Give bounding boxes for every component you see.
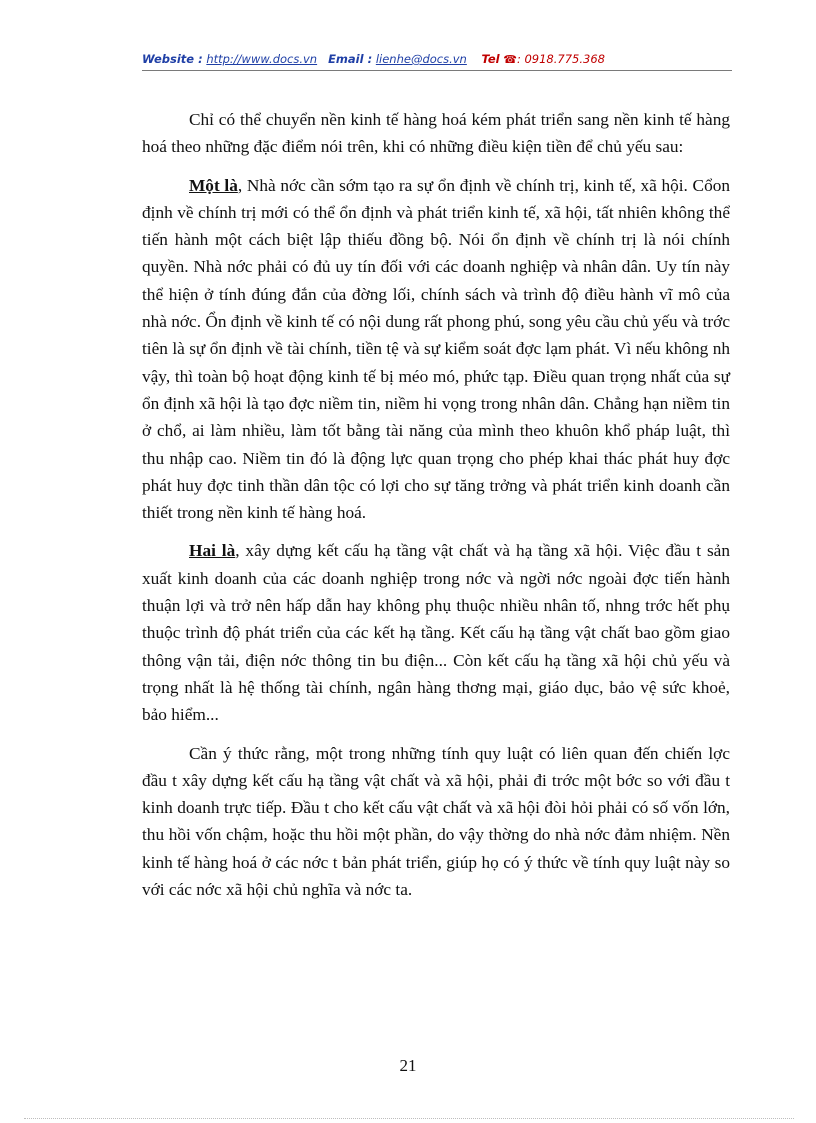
- tel-number: : 0918.775.368: [516, 52, 605, 66]
- paragraph-text: , Nhà nớc cần sớm tạo ra sự ổn định về chính trị, kinh tế, xã hội. Cổon định về chính trị mới có thể ổn định và phát triển kinh tế, xã hội, tất nhiên không thể tiến hành một cách biệt lập thiếu đồng bộ. Nói ổn định về chính trị là nói chính quyền. Nhà nớc phải có đủ uy tín đối với các doanh nghiệp và nhân dân. Uy tín này thể hiện ở tính đúng đắn của đờng lối, chính sách và trình độ điều hành vĩ mô của nhà nớc. Ổn định về kinh tế có nội dung rất phong phú, song yêu cầu chủ yếu và trớc tiên là sự ổn định về tài chính, tiền tệ và sự kiểm soát đợc lạm phát. Vì nếu không nh vậy, thì toàn bộ hoạt động kinh tế bị méo mó, phức tạp. Điều quan trọng nhất của sự ổn định xã hội là tạo đợc niềm tin, niềm hi vọng trong nhân dân. Chẳng hạn niềm tin ở chổ, ai làm nhiều, làm tốt bằng tài năng của mình theo khuôn khổ pháp luật, thì thu nhập cao. Niềm tin đó là động lực quan trọng cho phép khai thác phát huy đợc phát huy đợc tinh thần dân tộc có lợi cho sự tăng trởng và phát triển kinh doanh cần thiết trong nền kinh tế hàng hoá.: [142, 175, 730, 523]
- email-link[interactable]: lienhe@docs.vn: [375, 52, 467, 66]
- page-header: [142, 52, 732, 66]
- paragraph-hai-la: [142, 537, 730, 728]
- paragraph-lead: Hai là: [189, 541, 236, 561]
- phone-icon: ☎: [503, 53, 517, 66]
- header-divider: [142, 70, 732, 71]
- footer-divider: [24, 1118, 794, 1119]
- paragraph-lead: Một là: [189, 175, 238, 195]
- website-link[interactable]: http://www.docs.vn: [206, 52, 318, 66]
- document-body: [142, 106, 730, 914]
- page-number: 21: [399, 1056, 417, 1075]
- paragraph-text: Cần ý thức rằng, một trong những tính quy luật có liên quan đến chiến lợc đầu t xây dựng kết cấu hạ tầng vật chất và xã hội, phải đi trớc một bớc so với đầu t kinh doanh trực tiếp. Đầu t cho kết cấu vật chất và xã hội đòi hỏi phải có số vốn lớn, thu hồi vốn chậm, hoặc thu hồi một phần, do vậy thờng do nhà nớc đảm nhiệm. Nền kinh tế hàng hoá ở các nớc t bản phát triển, giúp họ có ý thức về tính quy luật này so với các nớc xã hội chủ nghĩa và nớc ta.: [142, 743, 730, 900]
- paragraph-mot-la: [142, 172, 730, 527]
- paragraph-text: , xây dựng kết cấu hạ tầng vật chất và hạ tầng xã hội. Việc đầu t sản xuất kinh doanh của các doanh nghiệp trong nớc và ngời nớc ngoài đợc tiến hành thuận lợi và trở nên hấp dẫn hay không phụ thuộc nhiều nhân tố, nhng trớc hết phụ thuộc trình độ phát triển của các kết hạ tầng. Kết cấu hạ tầng vật chất bao gồm giao thông vận tải, điện nớc thông tin bu điện... Còn kết cấu hạ tầng xã hội chủ yếu và trọng nhất là hệ thống tài chính, ngân hàng thơng mại, giáo dục, bảo vệ sức khoẻ, bảo hiểm...: [142, 541, 730, 725]
- tel-label: Tel: [481, 52, 500, 66]
- paragraph-text: Chỉ có thể chuyển nền kinh tế hàng hoá kém phát triển sang nền kinh tế hàng hoá theo những đặc điểm nói trên, khi có những điều kiện tiền để chủ yếu sau:: [142, 110, 730, 157]
- website-label: Website :: [142, 52, 203, 66]
- email-label: Email: [328, 52, 364, 66]
- paragraph-conclusion: [142, 740, 730, 904]
- paragraph-intro: [142, 106, 730, 161]
- email-separator: :: [363, 52, 373, 66]
